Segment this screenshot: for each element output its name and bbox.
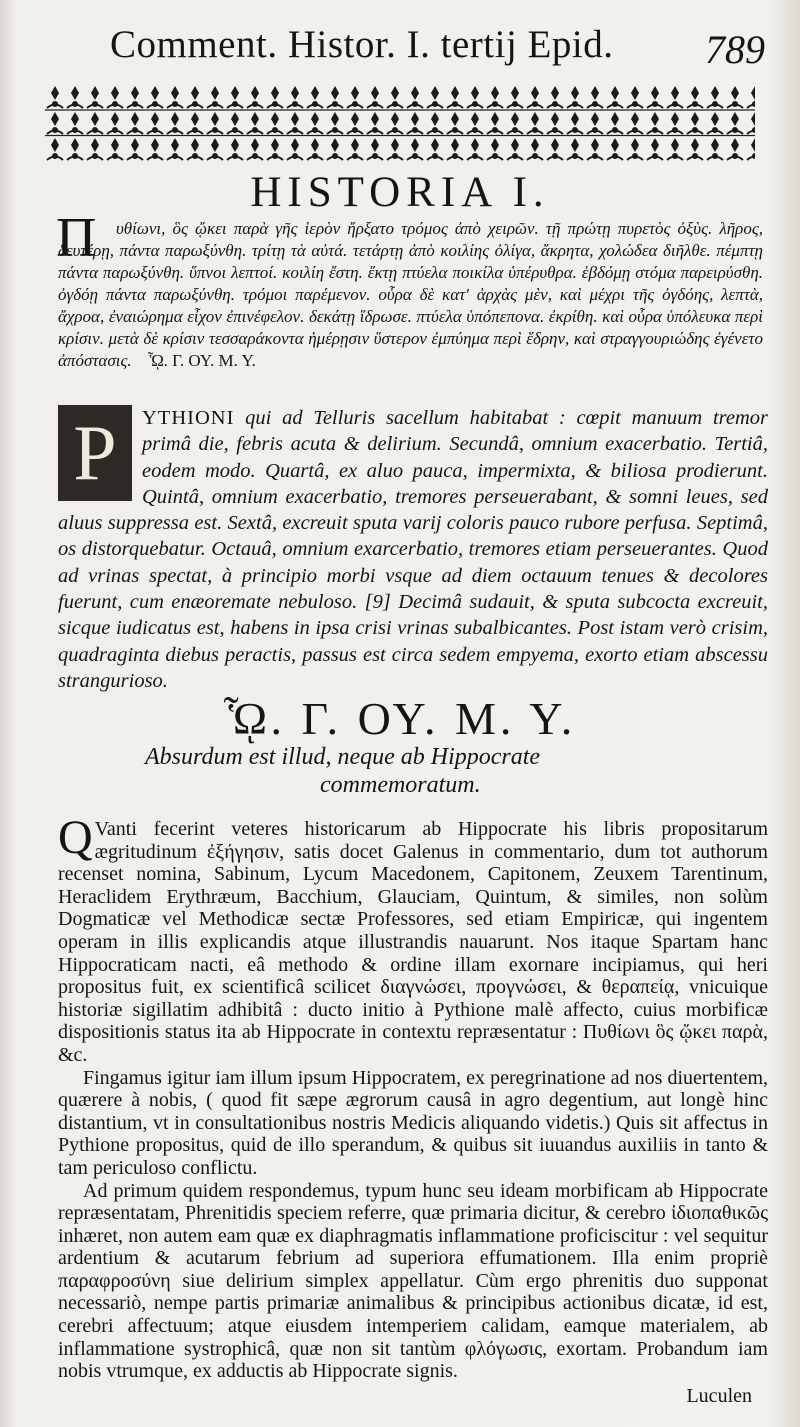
latin-case-text: [58, 405, 768, 694]
commentary-paragraph: Ad primum quidem respondemus, typum hunc seu ideam morbificam ab Hippocrate repræsentatam, Phrenitidis speciem referre, quæ primaria dicitur, & cerebro ἰδιοπαθικῶς inhæret, non autem eam quæ ex diaphragmatis inflammatione proficiscitur : vel sequitur ardentium & acutarum febrium ad superiora effumationem. Illa enim propriè παραφροσύνη siue delirium simplex appellatur. Cùm ergo phrenitis duo supponat necessariò, nempe partis primariæ animalibus & principibus actionibus dicatæ, id est, cerebri affectuum; atque eiusdem intemperiem calidam, eamque materialem, ab inflammatione systrophicâ, quæ non sit tantùm φλόγωσις, exortam. Probandum iam nobis vtrumque, ex adductis ab Hippocrate signis.: [58, 1179, 768, 1383]
greek-initial: Π: [56, 207, 97, 269]
greek-text-body: υθίωνι, ὃς ᾤκει παρὰ γῆς ἱερὸν ἤρξατο τρόμος ἀπὸ χειρῶν. τῇ πρώτῃ πυρετὸς ὀξὺς. λῆρος, δευτέρῃ, πάντα παρωξύνθη. τρίτῃ τὰ αὐτά. τετάρτῃ ἀπὸ κοιλίης ὀλίγα, ἄκρητα, χολώδεα διῆλθε. πέμπτῃ πάντα παρωξύνθη. ὕπνοι λεπτοί. κοιλίη ἔστη. ἕκτῃ πτύελα ποικίλα ὑπέρυθρα. ἑβδόμῃ στόμα παρειρύσθη. ὀγδόῃ πάντα παρωξύνθη. τρόμοι παρέμενον. οὖρα δὲ κατ' ἀρχὰς μὲν, καὶ μέχρι τῆς ὀγδόης, λεπτὰ, ἄχροα, ἐναιώρημα εἶχον ἐπινέφελον. δεκάτῃ ἵδρωσε. πτύελα ὑπόπεπονα. ἐκρίθη. καὶ οὖρα ὑπόλευκα περὶ κρίσιν. μετὰ δὲ κρίσιν τεσσαράκοντα ἡμέρῃσιν ὕστερον ἐμπύημα περὶ ἕδρην, καὶ στραγγουριώδης ἐγένετο ἀπόστασις.: [58, 219, 763, 370]
running-title: Comment. Histor. I. tertij Epid.: [110, 23, 614, 66]
commentary-body: [58, 811, 768, 1383]
catchword: Luculen: [686, 1385, 752, 1407]
section-title: HISTORIA I.: [250, 169, 550, 216]
commentary-paragraph: QVanti fecerint veteres historicarum ab Hippocrate his libris propositarum ægritudinum ἐξήγησιν, satis docet Galenus in commentario, dum tot authorum recenset nomina, Sabinum, Lycum Macedonem, Capitonem, Zeuxem Tarentinum, Heraclidem Erythræum, Bacchium, Glauciam, Quintum, & similes, non solùm Dogmaticæ vel Methodicæ sectæ Professores, sed etiam Empiricæ, qui ingentem operam in illis explicandis atque illustrandis nauarunt. Nos itaque Spartam hanc Hippocraticam nacti, eâ methodo & ordine illam exornare incipiamus, qui heri propositus fuit, ex scientificâ scilicet διαγνώσει, προγνώσει, & θεραπείᾳ, vnicuique historiæ sigillatim adhibitâ : ducto initio à Pythione malè affecto, cuius morbificæ dispositionis status ita ab Hippocrate in contextu repræsentatur : Πυθίωνι ὃς ᾤκει παρὰ, &c.: [58, 811, 768, 1066]
ornamental-initial-letter: P: [73, 408, 117, 496]
latin-first-word: YTHIONI: [142, 407, 235, 429]
commentary-title: ᾯ. Γ. ΟΥ. Μ. Υ.: [223, 693, 577, 744]
greek-case-text: [58, 218, 763, 372]
commentary-subtitle-line2: commemoratum.: [320, 772, 481, 798]
page-number: 789: [705, 27, 765, 72]
greek-siglum: ᾯ. Γ. ΟΥ. Μ. Υ.: [147, 351, 256, 370]
ornamental-initial: [58, 405, 132, 501]
commentary-subtitle-line1: Absurdum est illud, neque ab Hippocrate: [145, 744, 541, 770]
latin-case-body: qui ad Telluris sacellum habitabat : cœpit manuum tremor primâ die, febris acuta & delirium. Secundâ, omnium exacerbatio. Tertiâ, eodem modo. Quartâ, ex aluo pauca, impermixta, & biliosa prodierunt. Quintâ, omnium exacerbatio, tremores perseuerabant, & somni leues, sed aluus suppressa est. Sextâ, excreuit sputa varij coloris pauco rubore perfusa. Septimâ, os distorquebatur. Octauâ, omnium exarcerbatio, tremores etiam perseuerantes. Quod ad vrinas spectat, à principio morbi vsque ad diem octauum tenues & decolores fuerunt, cum enæoremate nebuloso. [9] Decimâ sudauit, & sputa subcocta excreuit, sicque iudicatus est, habens in ipsa crisi vrinas subalbicantes. Post istam verò crisim, quadraginta diebus peractis, passus est circa sedem empyema, exorto etiam abscessu stranguriosо.: [58, 407, 768, 692]
decorative-headpiece: [45, 84, 755, 162]
commentary-paragraph: Fingamus igitur iam illum ipsum Hippocratem, ex peregrinatione ad nos diuertentem, quærere à nobis, ( quod fit sæpe ægrorum causâ in agro degentium, aut longè hinc distantium, vt in consultationibus nostris Medicis aliquando videtis.) Quis sit affectus in Pythione propositus, quid de illo sperandum, & quibus sit iuuandus auxiliis in tanto & tam periculoso conflictu.: [58, 1066, 768, 1179]
